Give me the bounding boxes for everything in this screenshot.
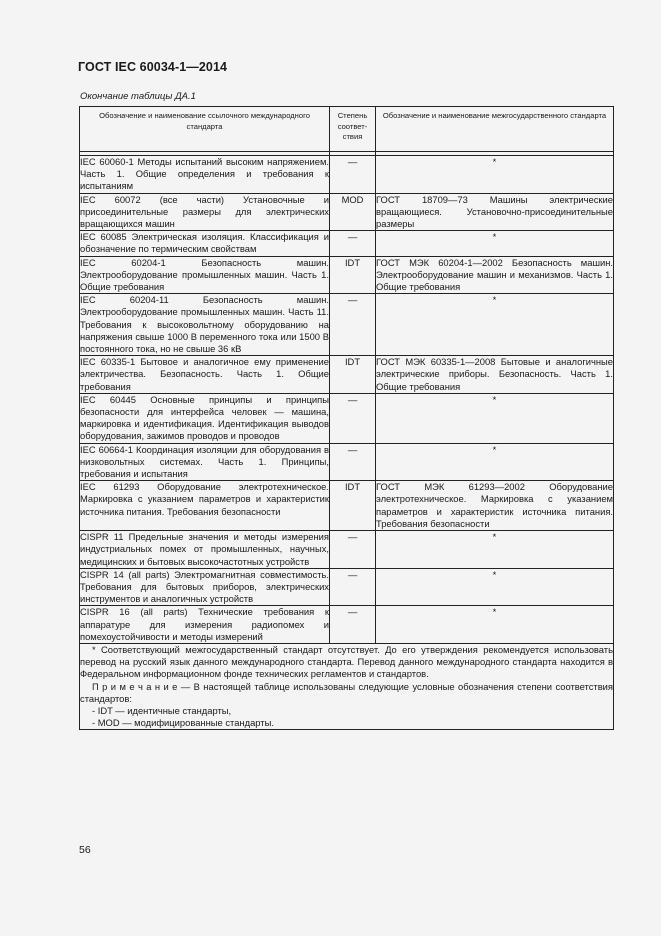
international-standard-cell: IEC 60335-1 Бытовое и аналогичное ему применение электричества. Безопасность. Часть 1. Общие требования xyxy=(80,356,329,392)
degree-cell: — xyxy=(330,568,376,606)
interstate-standard-cell: ГОСТ 18709—73 Машины электрические вращающиеся. Установочно-присоединительные размеры xyxy=(376,193,613,230)
document-code: ГОСТ IEC 60034-1—2014 xyxy=(78,60,228,74)
page-number: 56 xyxy=(79,844,91,856)
interstate-standard-cell: * xyxy=(376,393,614,443)
degree-cell: — xyxy=(330,606,376,644)
footnote-idt: - IDT — идентичные стандарты, xyxy=(92,704,232,716)
international-standard-cell: IEC 61293 Оборудование электротехническое. Маркировка с указанием параметров и характеристик источника питания. Требования безопасности xyxy=(80,481,330,531)
interstate-standard-cell: ГОСТ МЭК 60204-1—2002 Безопасность машин. Электрооборудование машин и механизмов. Часть 1. Общие требования xyxy=(376,256,613,293)
interstate-standard-cell: * xyxy=(376,231,614,256)
header-degree: Степень соответ-ствия xyxy=(330,107,376,152)
header-international: Обозначение и наименование ссылочного международного стандарта xyxy=(80,107,330,152)
degree-cell: — xyxy=(330,156,376,194)
table-row xyxy=(80,443,614,481)
interstate-standard-cell: ГОСТ МЭК 61293—2002 Оборудование электротехническое. Маркировка с указанием параметров и характеристик источника питания. Требования безопасности xyxy=(376,481,613,529)
interstate-standard-cell: * xyxy=(376,568,614,606)
international-standard-cell: IEC 60085 Электрическая изоляция. Классификация и обозначение по термическим свойствам xyxy=(80,231,329,255)
degree-cell: IDT xyxy=(330,356,376,394)
degree-cell: — xyxy=(330,294,376,356)
international-standard-cell: CISPR 16 (all parts) Технические требования к аппаратуре для измерения радиопомех и помехоустойчивости и методы измерений xyxy=(80,606,329,642)
table-row xyxy=(80,356,614,394)
interstate-standard-cell: * xyxy=(376,156,614,194)
footnote-mod: - MOD — модифицированные стандарты. xyxy=(92,717,274,729)
footnote-note: П р и м е ч а н и е — В настоящей таблице использованы следующие условные обозначения степени соответствия стандартов: xyxy=(80,680,613,704)
degree-cell: MOD xyxy=(330,193,376,231)
international-standard-cell: IEC 60204-1 Безопасность машин. Электрооборудование промышленных машин. Часть 1. Общие требования xyxy=(80,256,329,293)
interstate-standard-cell: * xyxy=(376,294,614,356)
degree-cell: — xyxy=(330,531,376,569)
table-row xyxy=(80,606,614,644)
degree-cell: — xyxy=(330,393,376,443)
degree-cell: IDT xyxy=(330,481,376,531)
international-standard-cell: IEC 60445 Основные принципы и принципы безопасности для интерфейса человек — машина, маркировка и идентификация. Идентификация выводов оборудования, зажимов проводов и проводов xyxy=(80,393,329,442)
international-standard-cell: CISPR 14 (all parts) Электромагнитная совместимость. Требования для бытовых приборов, электрических инструментов и аналогичных устройств xyxy=(80,568,329,605)
table-row xyxy=(80,294,614,356)
standards-table xyxy=(79,106,614,730)
interstate-standard-cell: ГОСТ МЭК 60335-1—2008 Бытовые и аналогичные электрические приборы. Безопасность. Часть 1. Общие требования xyxy=(376,356,613,392)
header-interstate: Обозначение и наименование межгосударственного стандарта xyxy=(376,107,614,152)
table-header-row xyxy=(80,107,614,152)
degree-cell: — xyxy=(330,231,376,256)
interstate-standard-cell: * xyxy=(376,443,614,481)
international-standard-cell: IEC 60060-1 Методы испытаний высоким напряжением. Часть 1. Общие определения и требования к испытаниям xyxy=(80,156,329,192)
international-standard-cell: IEC 60664-1 Координация изоляции для оборудования в низковольтных системах. Часть 1. Принципы, требования и испытания xyxy=(80,443,329,480)
table-row xyxy=(80,481,614,531)
table-body xyxy=(80,152,614,644)
table-row xyxy=(80,156,614,194)
table-row xyxy=(80,568,614,606)
footnote-star: * Соответствующий межгосударственный стандарт отсутствует. До его утверждения рекомендуется использовать перевод на русский язык данного международного стандарта. Перевод данного международного стандарта находится в Федеральном информационном фонде технических регламентов и стандартов. xyxy=(80,643,613,680)
footnote xyxy=(80,643,614,729)
footnote-row xyxy=(80,643,614,729)
international-standard-cell: IEC 60204-11 Безопасность машин. Электрооборудование промышленных машин. Часть 11. Требования к высоковольтному оборудованию на напряжения свыше 1000 В переменного тока или 1500 В постоянного тока, но не свыше 36 кВ xyxy=(80,294,329,355)
table-row xyxy=(80,531,614,569)
table-row xyxy=(80,231,614,256)
international-standard-cell: IEC 60072 (все части) Установочные и присоединительные размеры для электрических вращающихся машин xyxy=(80,193,329,230)
table-caption: Окончание таблицы ДА.1 xyxy=(80,91,196,102)
degree-cell: — xyxy=(330,443,376,481)
table-row xyxy=(80,256,614,294)
degree-cell: IDT xyxy=(330,256,376,294)
international-standard-cell: CISPR 11 Предельные значения и методы измерения индустриальных помех от промышленных, научных, медицинских и бытовых высокочастотных устройств xyxy=(80,531,329,567)
interstate-standard-cell: * xyxy=(376,531,614,569)
table-row xyxy=(80,193,614,231)
table-row xyxy=(80,393,614,443)
interstate-standard-cell: * xyxy=(376,606,614,644)
